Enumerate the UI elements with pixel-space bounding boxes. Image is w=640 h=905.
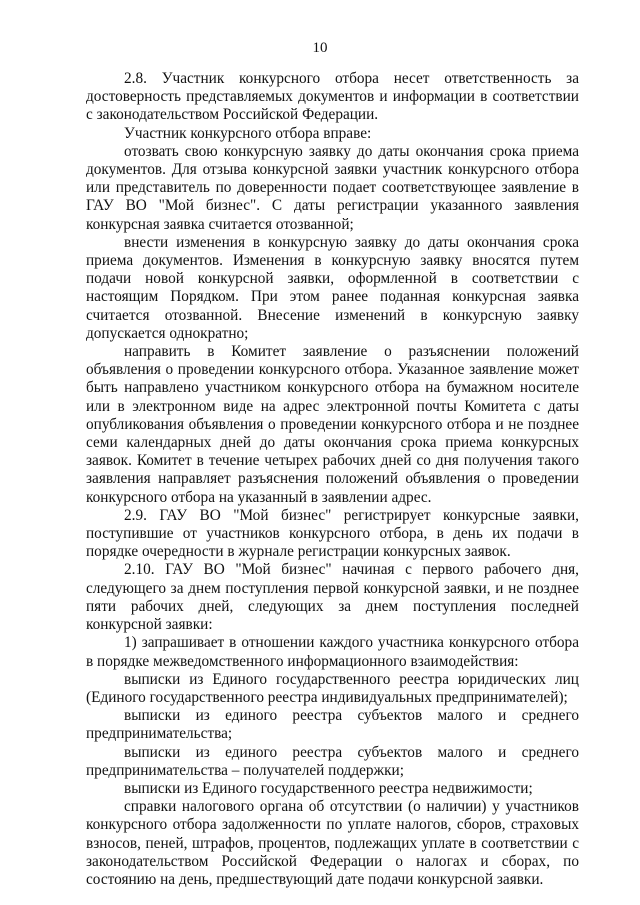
paragraph-amend-application: внести изменения в конкурсную заявку до даты окончания срока приема документов. Изменения в конкурсную заявку вносятся путем подачи новой конкурсной заявки, оформленной в соответствии с настоящим Порядком. При этом ранее поданная конкурсная заявка считается отозванной. Внесение изменений в конкурсную заявку допускается однократно; bbox=[86, 233, 579, 342]
paragraph-rights-intro: Участник конкурсного отбора вправе: bbox=[124, 124, 372, 142]
page-number: 10 bbox=[312, 40, 328, 56]
paragraph-item-1: 1) запрашивает в отношении каждого участника конкурсного отбора в порядке межведомственного информационного взаимодействия: bbox=[86, 634, 579, 670]
paragraph-request-clarification: направить в Комитет заявление о разъяснении положений объявления о проведении конкурсного отбора. Указанное заявление может быть направлено участником конкурсного отбора на бумажном носителе или в электронном виде на адрес электронной почты Комитета с даты опубликования объявления о проведении конкурсного отбора и не позднее семи календарных дней до даты окончания срока приема конкурсных заявок. Комитет в течение четырех рабочих дней со дня получения такого заявления направляет разъяснения положений объявления о проведении конкурсного отбора на указанный в заявлении адрес. bbox=[86, 343, 579, 506]
paragraph-withdraw-application: отозвать свою конкурсную заявку до даты окончания срока приема документов. Для отзыва конкурсной заявки участник конкурсного отбора или представитель по доверенности подает соответствующее заявление в ГАУ ВО "Мой бизнес". С даты регистрации указанного заявления конкурсная заявка считается отозванной; bbox=[86, 142, 579, 233]
paragraph-2-9: 2.9. ГАУ ВО "Мой бизнес" регистрирует конкурсные заявки, поступившие от участников конкурсного отбора, в день их подачи в порядке очередности в журнале регистрации конкурсных заявок. bbox=[86, 506, 579, 561]
document-body bbox=[86, 70, 579, 889]
paragraph-2-10: 2.10. ГАУ ВО "Мой бизнес" начиная с первого рабочего дня, следующего за днем поступления первой конкурсной заявки, и не позднее пяти рабочих дней, следующих за днем поступления последней конкурсной заявки: bbox=[86, 561, 579, 634]
paragraph-2-8: 2.8. Участник конкурсного отбора несет ответственность за достоверность представляемых документов и информации в соответствии с законодательством Российской Федерации. bbox=[86, 70, 579, 124]
paragraph-sme-registry-extract: выписки из единого реестра субъектов малого и среднего предпринимательства; bbox=[86, 707, 579, 743]
paragraph-sme-support-registry-extract: выписки из единого реестра субъектов малого и среднего предпринимательства – получателей поддержки; bbox=[86, 743, 579, 779]
paragraph-tax-certificate: справки налогового органа об отсутствии (о наличии) у участников конкурсного отбора задолженности по уплате налогов, сборов, страховых взносов, пеней, штрафов, процентов, подлежащих уплате в соответствии с законодательством Российской Федерации о налогах и сборах, по состоянию на день, предшествующий дате подачи конкурсной заявки. bbox=[86, 798, 579, 888]
paragraph-egrul-extract: выписки из Единого государственного реестра юридических лиц (Единого государственного реестра индивидуальных предпринимателей); bbox=[86, 670, 579, 706]
paragraph-egrn-extract: выписки из Единого государственного реестра недвижимости; bbox=[124, 779, 533, 797]
